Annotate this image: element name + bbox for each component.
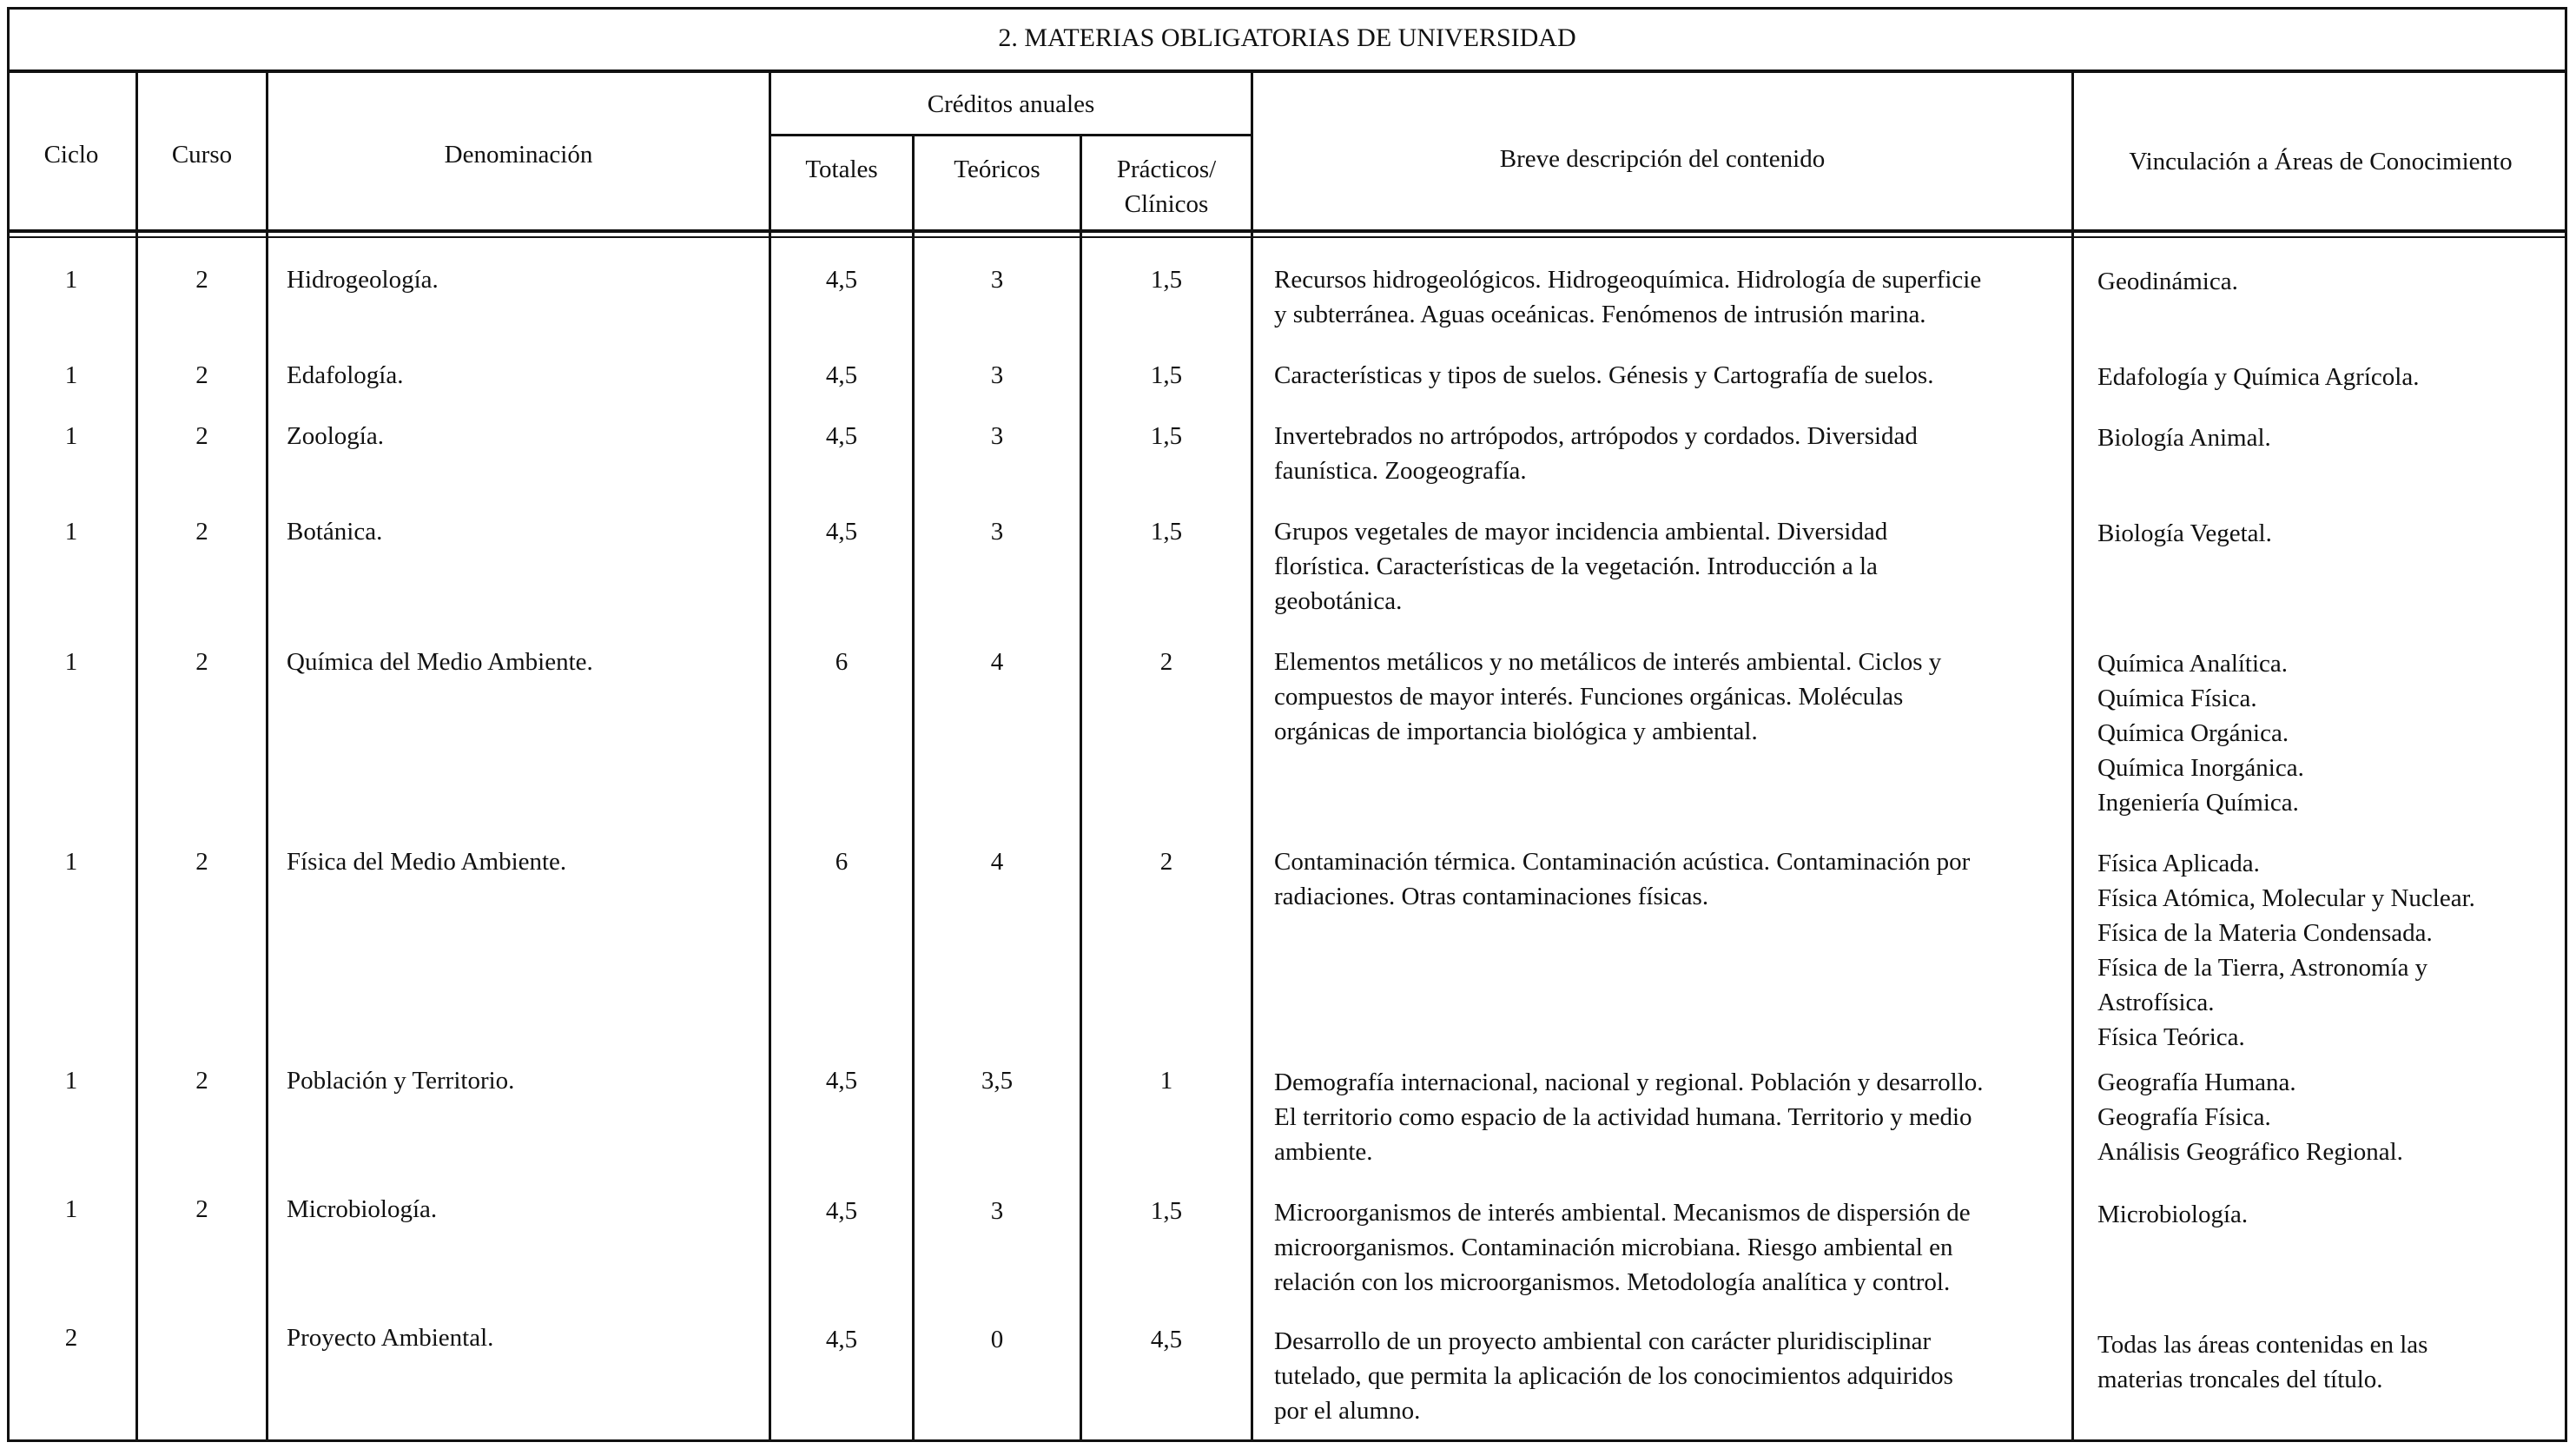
cell-denominacion: Microbiología. bbox=[287, 1195, 438, 1223]
header-denominacion: Denominación bbox=[444, 141, 593, 169]
cell-ciclo: 1 bbox=[64, 361, 78, 389]
cell-denominacion: Química del Medio Ambiente. bbox=[287, 648, 593, 676]
header-curso: Curso bbox=[171, 141, 233, 169]
cell-ciclo: 1 bbox=[64, 1195, 78, 1223]
cell-vinculacion: Todas las áreas contenidas en las materias troncales del título. bbox=[2097, 1331, 2428, 1393]
cell-descripcion: Demografía internacional, nacional y regional. Población y desarrollo. El territorio como espacio de la actividad humana. Territorio y medio ambiente. bbox=[1274, 1069, 1984, 1166]
cell-ciclo: 1 bbox=[64, 518, 78, 546]
cell-practicos: 1,5 bbox=[1150, 422, 1183, 450]
cell-totales: 4,5 bbox=[825, 1197, 858, 1225]
cell-curso: 2 bbox=[195, 361, 208, 389]
cell-descripcion: Microorganismos de interés ambiental. Mecanismos de dispersión de microorganismos. Contaminación microbiana. Riesgo ambiental en relación con los microorganismos. Metodología analítica y control. bbox=[1274, 1199, 1971, 1296]
cell-denominacion: Zoología. bbox=[287, 422, 384, 450]
cell-ciclo: 1 bbox=[64, 1067, 78, 1095]
cell-denominacion: Física del Medio Ambiente. bbox=[287, 848, 567, 876]
header-bottom-rule-2 bbox=[7, 236, 2567, 238]
header-bottom-rule bbox=[7, 229, 2567, 233]
cell-descripcion: Recursos hidrogeológicos. Hidrogeoquímica. Hidrología de superficie y subterránea. Aguas oceánicas. Fenómenos de intrusión marina. bbox=[1274, 266, 1982, 328]
creditos-subheader-rule bbox=[769, 134, 1253, 136]
cell-curso: 2 bbox=[195, 848, 208, 876]
column-divider bbox=[1251, 73, 1253, 1442]
cell-curso: 2 bbox=[195, 648, 208, 676]
cell-descripcion: Elementos metálicos y no metálicos de interés ambiental. Ciclos y compuestos de mayor interés. Funciones orgánicas. Moléculas orgánicas de importancia biológica y ambiental. bbox=[1274, 648, 1942, 745]
header-descripcion: Breve descripción del contenido bbox=[1499, 145, 1826, 173]
header-totales: Totales bbox=[805, 155, 878, 183]
cell-vinculacion: Microbiología. bbox=[2097, 1201, 2249, 1228]
header-ciclo: Ciclo bbox=[43, 141, 99, 169]
cell-practicos: 2 bbox=[1159, 648, 1173, 676]
cell-ciclo: 1 bbox=[64, 266, 78, 294]
cell-totales: 4,5 bbox=[825, 422, 858, 450]
column-divider bbox=[1080, 136, 1082, 1442]
header-vinculacion: Vinculación a Áreas de Conocimiento bbox=[2129, 148, 2513, 175]
cell-vinculacion: Biología Vegetal. bbox=[2097, 519, 2272, 547]
cell-practicos: 1 bbox=[1159, 1067, 1173, 1095]
cell-curso: 2 bbox=[195, 422, 208, 450]
cell-curso: 2 bbox=[195, 1067, 208, 1095]
cell-descripcion: Desarrollo de un proyecto ambiental con carácter pluridisciplinar tutelado, que permita la aplicación de los conocimientos adquiridos por el alumno. bbox=[1274, 1327, 1953, 1425]
cell-teoricos: 4 bbox=[990, 848, 1004, 876]
cell-totales: 4,5 bbox=[825, 1067, 858, 1095]
cell-denominacion: Población y Territorio. bbox=[287, 1067, 515, 1095]
cell-teoricos: 3 bbox=[990, 518, 1004, 546]
cell-teoricos: 3 bbox=[990, 361, 1004, 389]
header-teoricos: Teóricos bbox=[954, 155, 1040, 183]
header-creditos-anuales: Créditos anuales bbox=[927, 90, 1095, 118]
cell-teoricos: 3 bbox=[990, 266, 1004, 294]
cell-vinculacion: Física Aplicada. Física Atómica, Molecular y Nuclear. Física de la Materia Condensada. Física de la Tierra, Astronomía y Astrofísica. Física Teórica. bbox=[2097, 850, 2475, 1051]
cell-teoricos: 4 bbox=[990, 648, 1004, 676]
column-divider bbox=[2071, 73, 2074, 1442]
cell-denominacion: Edafología. bbox=[287, 361, 404, 389]
cell-descripcion: Características y tipos de suelos. Génesis y Cartografía de suelos. bbox=[1274, 361, 1934, 389]
cell-vinculacion: Geodinámica. bbox=[2097, 268, 2238, 295]
cell-vinculacion: Química Analítica. Química Física. Química Orgánica. Química Inorgánica. Ingeniería Química. bbox=[2097, 650, 2304, 817]
cell-totales: 4,5 bbox=[825, 1326, 858, 1353]
cell-vinculacion: Edafología y Química Agrícola. bbox=[2097, 363, 2420, 391]
cell-vinculacion: Geografía Humana. Geografía Física. Análisis Geográfico Regional. bbox=[2097, 1069, 2403, 1166]
cell-practicos: 1,5 bbox=[1150, 266, 1183, 294]
cell-ciclo: 1 bbox=[64, 422, 78, 450]
cell-totales: 4,5 bbox=[825, 361, 858, 389]
cell-totales: 6 bbox=[835, 648, 849, 676]
cell-curso: 2 bbox=[195, 1195, 208, 1223]
cell-denominacion: Hidrogeología. bbox=[287, 266, 439, 294]
cell-ciclo: 2 bbox=[64, 1324, 78, 1352]
cell-practicos: 1,5 bbox=[1150, 361, 1183, 389]
cell-curso: 2 bbox=[195, 518, 208, 546]
cell-denominacion: Botánica. bbox=[287, 518, 383, 546]
table-title: 2. MATERIAS OBLIGATORIAS DE UNIVERSIDAD bbox=[7, 7, 2567, 73]
cell-descripcion: Contaminación térmica. Contaminación acústica. Contaminación por radiaciones. Otras contaminaciones físicas. bbox=[1274, 848, 1971, 910]
cell-practicos: 1,5 bbox=[1150, 1197, 1183, 1225]
cell-teoricos: 0 bbox=[990, 1326, 1004, 1353]
cell-curso: 2 bbox=[195, 266, 208, 294]
header-practicos: Prácticos/ Clínicos bbox=[1116, 155, 1217, 218]
cell-descripcion: Invertebrados no artrópodos, artrópodos y cordados. Diversidad faunística. Zoogeografía. bbox=[1274, 422, 1918, 485]
cell-ciclo: 1 bbox=[64, 648, 78, 676]
cell-teoricos: 3,5 bbox=[981, 1067, 1014, 1095]
column-divider bbox=[266, 73, 268, 1442]
column-divider bbox=[912, 136, 915, 1442]
cell-ciclo: 1 bbox=[64, 848, 78, 876]
cell-totales: 6 bbox=[835, 848, 849, 876]
cell-vinculacion: Biología Animal. bbox=[2097, 424, 2271, 452]
cell-denominacion: Proyecto Ambiental. bbox=[287, 1324, 494, 1352]
cell-practicos: 2 bbox=[1159, 848, 1173, 876]
cell-totales: 4,5 bbox=[825, 518, 858, 546]
cell-descripcion: Grupos vegetales de mayor incidencia ambiental. Diversidad florística. Características de la vegetación. Introducción a la geobotánica. bbox=[1274, 518, 1888, 615]
cell-practicos: 1,5 bbox=[1150, 518, 1183, 546]
cell-teoricos: 3 bbox=[990, 422, 1004, 450]
cell-teoricos: 3 bbox=[990, 1197, 1004, 1225]
cell-practicos: 4,5 bbox=[1150, 1326, 1183, 1353]
cell-totales: 4,5 bbox=[825, 266, 858, 294]
